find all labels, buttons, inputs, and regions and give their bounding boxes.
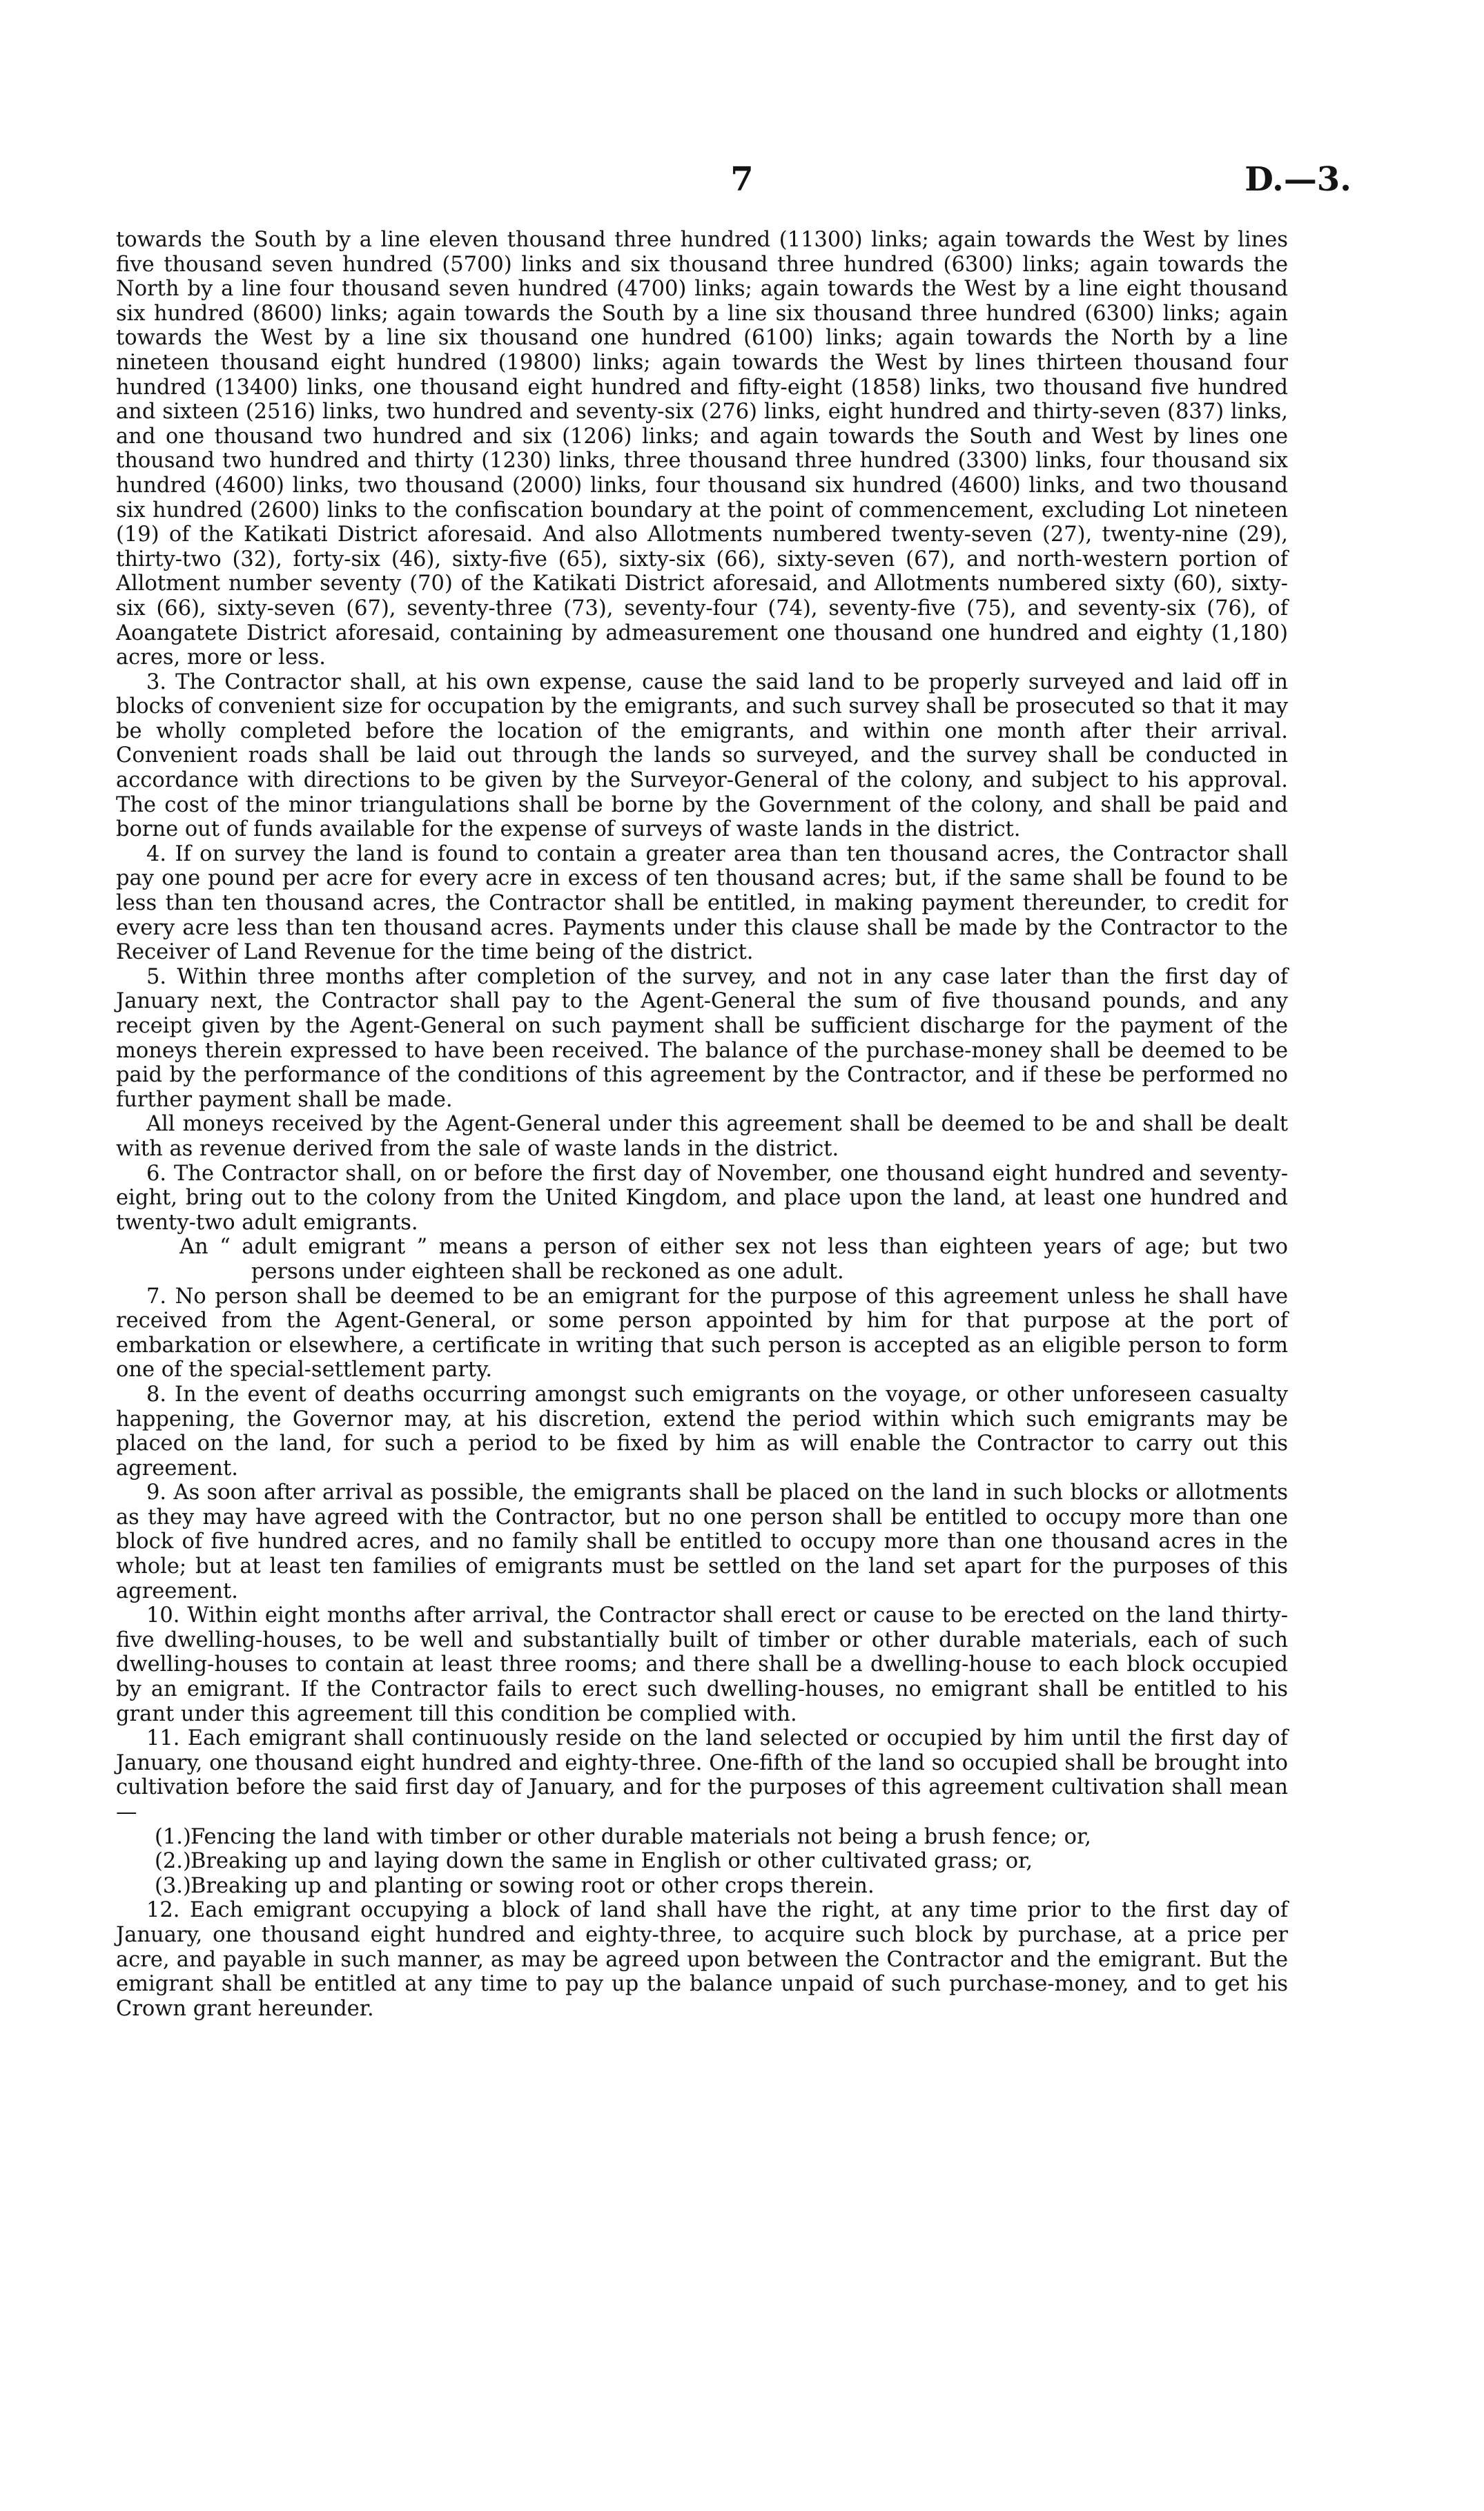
list-item-text: Breaking up and laying down the same in English or other cultivated grass; or, [191, 1849, 1033, 1874]
paragraph-clause-12: 12. Each emigrant occupying a block of land shall have the right, at any time prior to the first day of January, one thousand eight hundred and eighty-three, to acquire such block by purchase, at a price per acre, and payable in such manner, as may be agreed upon between the Contractor and the emigrant. But the emigrant shall be entitled at any time to pay up the balance unpaid of such purchase-money, and to get his Crown grant hereunder. [116, 1898, 1288, 2021]
paragraph-clause-7: 7. No person shall be deemed to be an emigrant for the purpose of this agreement unless he shall have received from the Agent-General, or some person appointed by him for that purpose at the port of embarkation or elsewhere, a certificate in writing that such person is accepted as an eligible person to form one of the special-settlement party. [116, 1284, 1288, 1382]
list-item-text: Fencing the land with timber or other durable materials not being a brush fence; or, [191, 1824, 1091, 1849]
paragraph-clause-5: 5. Within three months after completion of the survey, and not in any case later than the first day of January next, the Contractor shall pay to the Agent-General the sum of five thousand pounds, and any receipt given by the Agent-General on such payment shall be sufficient discharge for the payment of the moneys therein expressed to have been received. The balance of the purchase-money shall be deemed to be paid by the performance of the conditions of this agreement by the Contractor, and if these be performed no further payment shall be made. [116, 964, 1288, 1112]
paragraph-clause-10: 10. Within eight months after arrival, the Contractor shall erect or cause to be erected on the land thirty-five dwelling-houses, to be well and substantially built of timber or other durable materials, each of such dwelling-houses to contain at least three rooms; and there shall be a dwelling-house to each block occupied by an emigrant. If the Contractor fails to erect such dwelling-houses, no emigrant shall be entitled to his grant under this agreement till this condition be complied with. [116, 1603, 1288, 1726]
definition-first-line: An “ adult emigrant ” means a person of either sex not less than eighteen years of age; but [179, 1235, 1238, 1260]
paragraph-clause-8: 8. In the event of deaths occurring amongst such emigrants on the voyage, or other unforeseen casualty happening, the Governor may, at his discretion, extend the period within which such emigrants may be placed on the land, for such a period to be fixed by him as will enable the Contractor to carry out this agreement. [116, 1382, 1288, 1481]
list-item-number: (1.) [155, 1824, 191, 1849]
paragraph-clause-11: 11. Each emigrant shall continuously reside on the land selected or occupied by him until the first day of January, one thousand eight hundred and eighty-three. One-fifth of the land so occupied shall be brought into cultivation before the said first day of January, and for the purposes of this agreement cultivation shall mean— [116, 1726, 1288, 1824]
paragraph-clause-6: 6. The Contractor shall, on or before the first day of November, one thousand eight hundred and seventy-eight, bring out to the colony from the United Kingdom, and place upon the land, at least one hundred and twenty-two adult emigrants. [116, 1161, 1288, 1235]
list-item-text: Breaking up and planting or sowing root or other crops therein. [191, 1873, 875, 1898]
page-number: 7 [730, 160, 754, 199]
paragraph-clause-3: 3. The Contractor shall, at his own expense, cause the said land to be properly surveyed and laid off in blocks of convenient size for occupation by the emigrants, and such survey shall be prosecuted so that it may be wholly completed before the location of the emigrants, and within one month after their arrival. Convenient roads shall be laid out through the lands so surveyed, and the survey shall be conducted in accordance with directions to be given by the Surveyor-General of the colony, and subject to his approval. The cost of the minor triangulations shall be borne by the Government of the colony, and shall be paid and borne out of funds available for the expense of surveys of waste lands in the district. [116, 670, 1288, 842]
list-item-number: (2.) [155, 1849, 191, 1874]
paragraph-clause-9: 9. As soon after arrival as possible, the emigrants shall be placed on the land in such blocks or allotments as they may have agreed with the Contractor, but no one person shall be entitled to occupy more than one block of five hundred acres, and no family shall be entitled to occupy more than one thousand acres in the whole; but at least ten families of emigrants must be settled on the land set apart for the purposes of this agreement. [116, 1481, 1288, 1603]
list-item-number: (3.) [155, 1873, 191, 1898]
definition-adult-emigrant [116, 1235, 1288, 1284]
list-item [116, 1849, 1288, 1874]
document-reference: D.—3. [1244, 160, 1351, 199]
body-text [116, 228, 1288, 2021]
paragraph-clause-4: 4. If on survey the land is found to contain a greater area than ten thousand acres, the Contractor shall pay one pound per acre for every acre in excess of ten thousand acres; but, if the same shall be found to be less than ten thousand acres, the Contractor shall be entitled, in making payment thereunder, to credit for every acre less than ten thousand acres. Payments under this clause shall be made by the Contractor to the Receiver of Land Revenue for the time being of the district. [116, 841, 1288, 965]
list-item [116, 1874, 1288, 1899]
paragraph-continued: towards the South by a line eleven thousand three hundred (11300) links; again towards the West by lines five thousand seven hundred (5700) links and six thousand three hundred (6300) links; again towards the North by a line four thousand seven hundred (4700) links; again towards the West by a line eight thousand six hundred (8600) links; again towards the South by a line six thousand three hundred (6300) links; again towards the West by a line six thousand one hundred (6100) links; again towards the North by a line nineteen thousand eight hundred (19800) links; again towards the West by lines thirteen thousand four hundred (13400) links, one thousand eight hundred and fifty-eight (1858) links, two thousand five hundred and sixteen (2516) links, two hundred and seventy-six (276) links, eight hundred and thirty-seven (837) links, and one thousand two hundred and six (1206) links; and again towards the South and West by lines one thousand two hundred and thirty (1230) links, three thousand three hundred (3300) links, four thousand six hundred (4600) links, two thousand (2000) links, four thousand six hundred (4600) links, and two thousand six hundred (2600) links to the confiscation boundary at the point of commencement, excluding Lot nineteen (19) of the Katikati District aforesaid. And also Allotments numbered twenty-seven (27), twenty-nine (29), thirty-two (32), forty-six (46), sixty-five (65), sixty-six (66), sixty-seven (67), and north-western portion of Allotment number seventy (70) of the Katikati District aforesaid, and Allotments numbered sixty (60), sixty-six (66), sixty-seven (67), seventy-three (73), seventy-four (74), seventy-five (75), and seventy-six (76), of Aoangatete District aforesaid, containing by admeasurement one thousand one hundred and eighty (1,180) acres, more or less. [116, 228, 1288, 670]
definition-rest: two persons under eighteen shall be reckoned as one adult. [251, 1235, 1288, 1284]
list-item [116, 1825, 1288, 1850]
paragraph-moneys: All moneys received by the Agent-General under this agreement shall be deemed to be and shall be dealt with as revenue derived from the sale of waste lands in the district. [116, 1112, 1288, 1161]
